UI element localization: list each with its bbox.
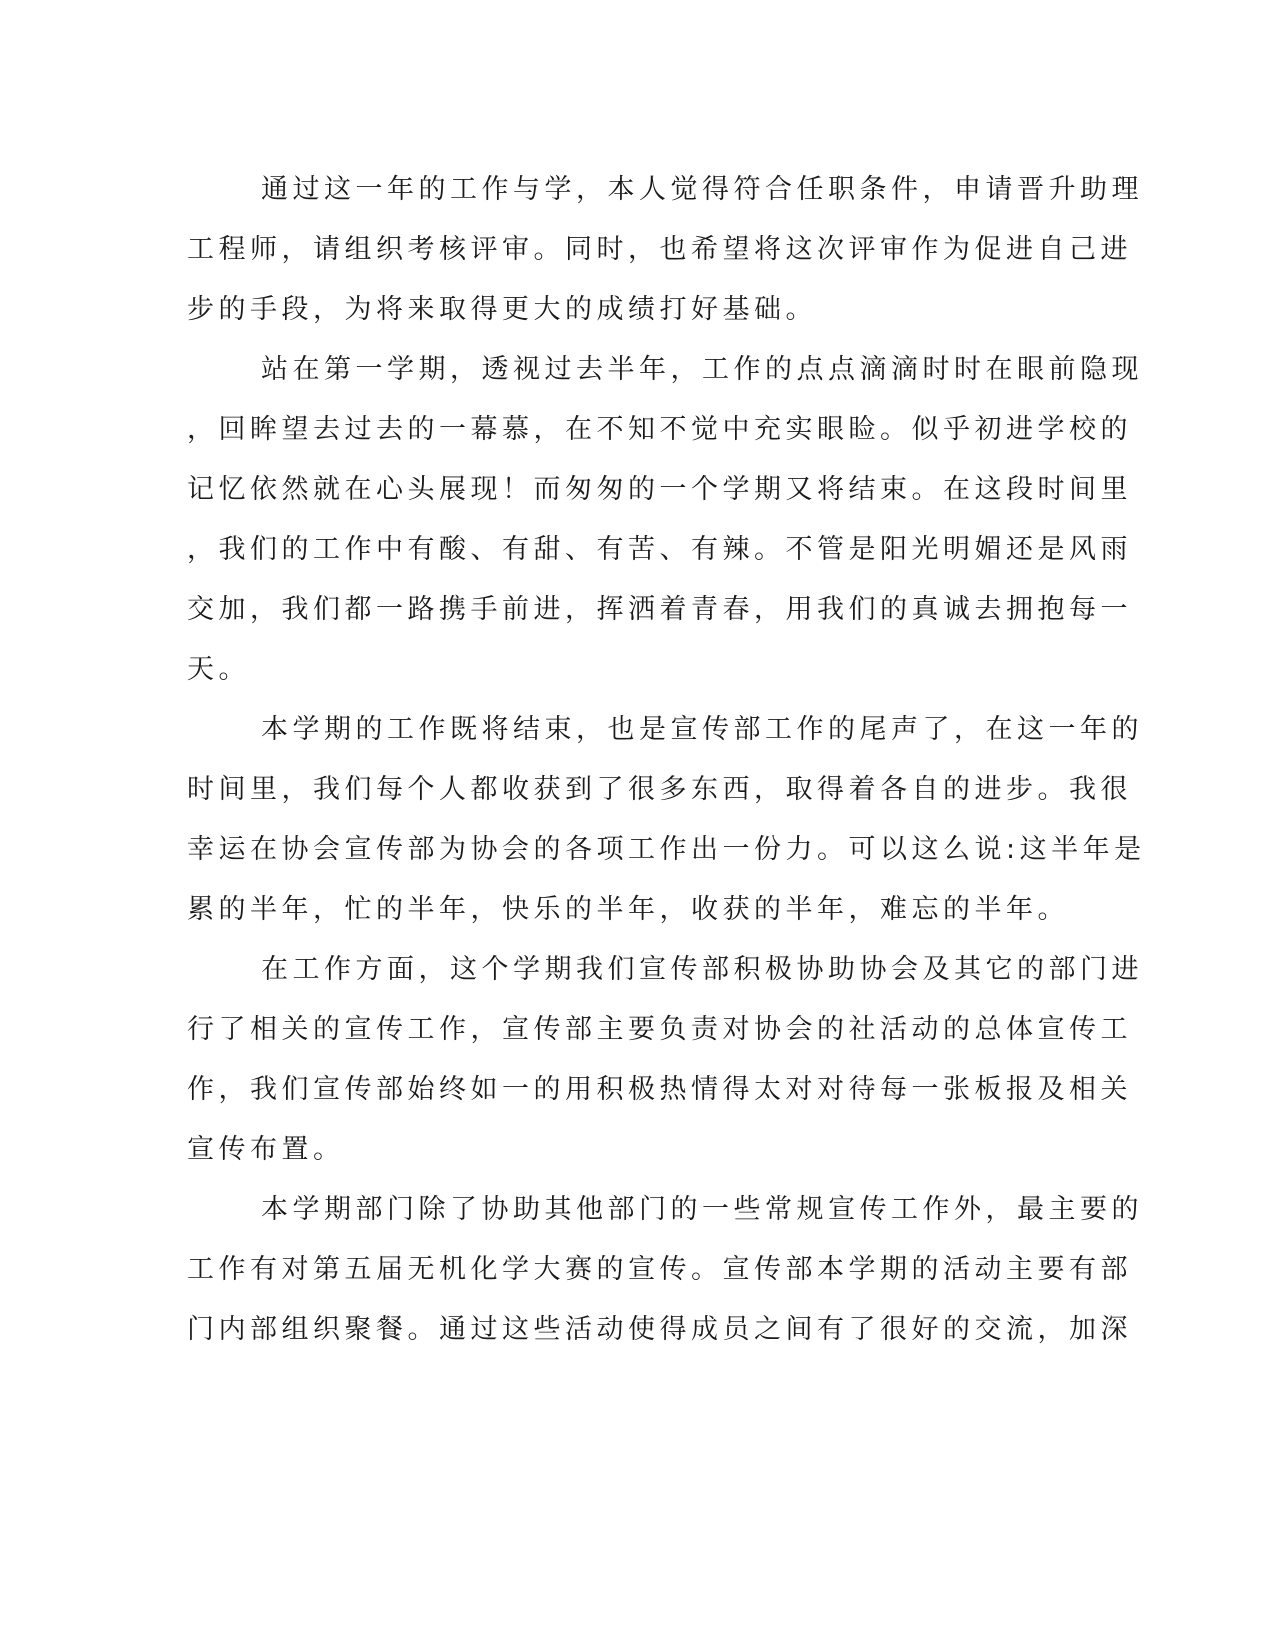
text-line: ，回眸望去过去的一幕慕，在不知不觉中充实眼睑。似乎初进学校的 — [187, 414, 1132, 445]
text-line: 本学期的工作既将结束，也是宣传部工作的尾声了，在这一年的 — [261, 714, 1143, 745]
text-line: 本学期部门除了协助其他部门的一些常规宣传工作外，最主要的 — [261, 1194, 1143, 1225]
paragraph — [187, 340, 1143, 700]
text-line: 累的半年，忙的半年，快乐的半年，收获的半年，难忘的半年。 — [187, 894, 1069, 925]
text-line: 行了相关的宣传工作，宣传部主要负责对协会的社活动的总体宣传工 — [187, 1014, 1132, 1045]
text-line: 站在第一学期，透视过去半年，工作的点点滴滴时时在眼前隐现 — [261, 354, 1143, 385]
text-line: 时间里，我们每个人都收获到了很多东西，取得着各自的进步。我很 — [187, 774, 1132, 805]
document-body — [187, 160, 1146, 1360]
paragraph — [187, 160, 1143, 340]
text-line: 记忆依然就在心头展现！而匆匆的一个学期又将结束。在这段时间里 — [187, 474, 1132, 505]
text-line: 天。 — [187, 654, 250, 685]
paragraph — [187, 1180, 1143, 1360]
text-line: 步的手段，为将来取得更大的成绩打好基础。 — [187, 294, 817, 325]
text-line: 工作有对第五届无机化学大赛的宣传。宣传部本学期的活动主要有部 — [187, 1254, 1132, 1285]
text-line: 宣传布置。 — [187, 1134, 345, 1165]
text-line: 通过这一年的工作与学，本人觉得符合任职条件，申请晋升助理 — [261, 174, 1143, 205]
text-line: ，我们的工作中有酸、有甜、有苦、有辣。不管是阳光明媚还是风雨 — [187, 534, 1132, 565]
text-line: 交加，我们都一路携手前进，挥洒着青春，用我们的真诚去拥抱每一 — [187, 594, 1132, 625]
paragraph — [187, 940, 1143, 1180]
paragraph — [187, 700, 1146, 940]
text-line: 幸运在协会宣传部为协会的各项工作出一份力。可以这么说:这半年是 — [187, 834, 1146, 865]
text-line: 工程师，请组织考核评审。同时，也希望将这次评审作为促进自己进 — [187, 234, 1132, 265]
text-line: 作，我们宣传部始终如一的用积极热情得太对对待每一张板报及相关 — [187, 1074, 1132, 1105]
text-line: 门内部组织聚餐。通过这些活动使得成员之间有了很好的交流，加深 — [187, 1314, 1132, 1345]
text-line: 在工作方面，这个学期我们宣传部积极协助协会及其它的部门进 — [261, 954, 1143, 985]
